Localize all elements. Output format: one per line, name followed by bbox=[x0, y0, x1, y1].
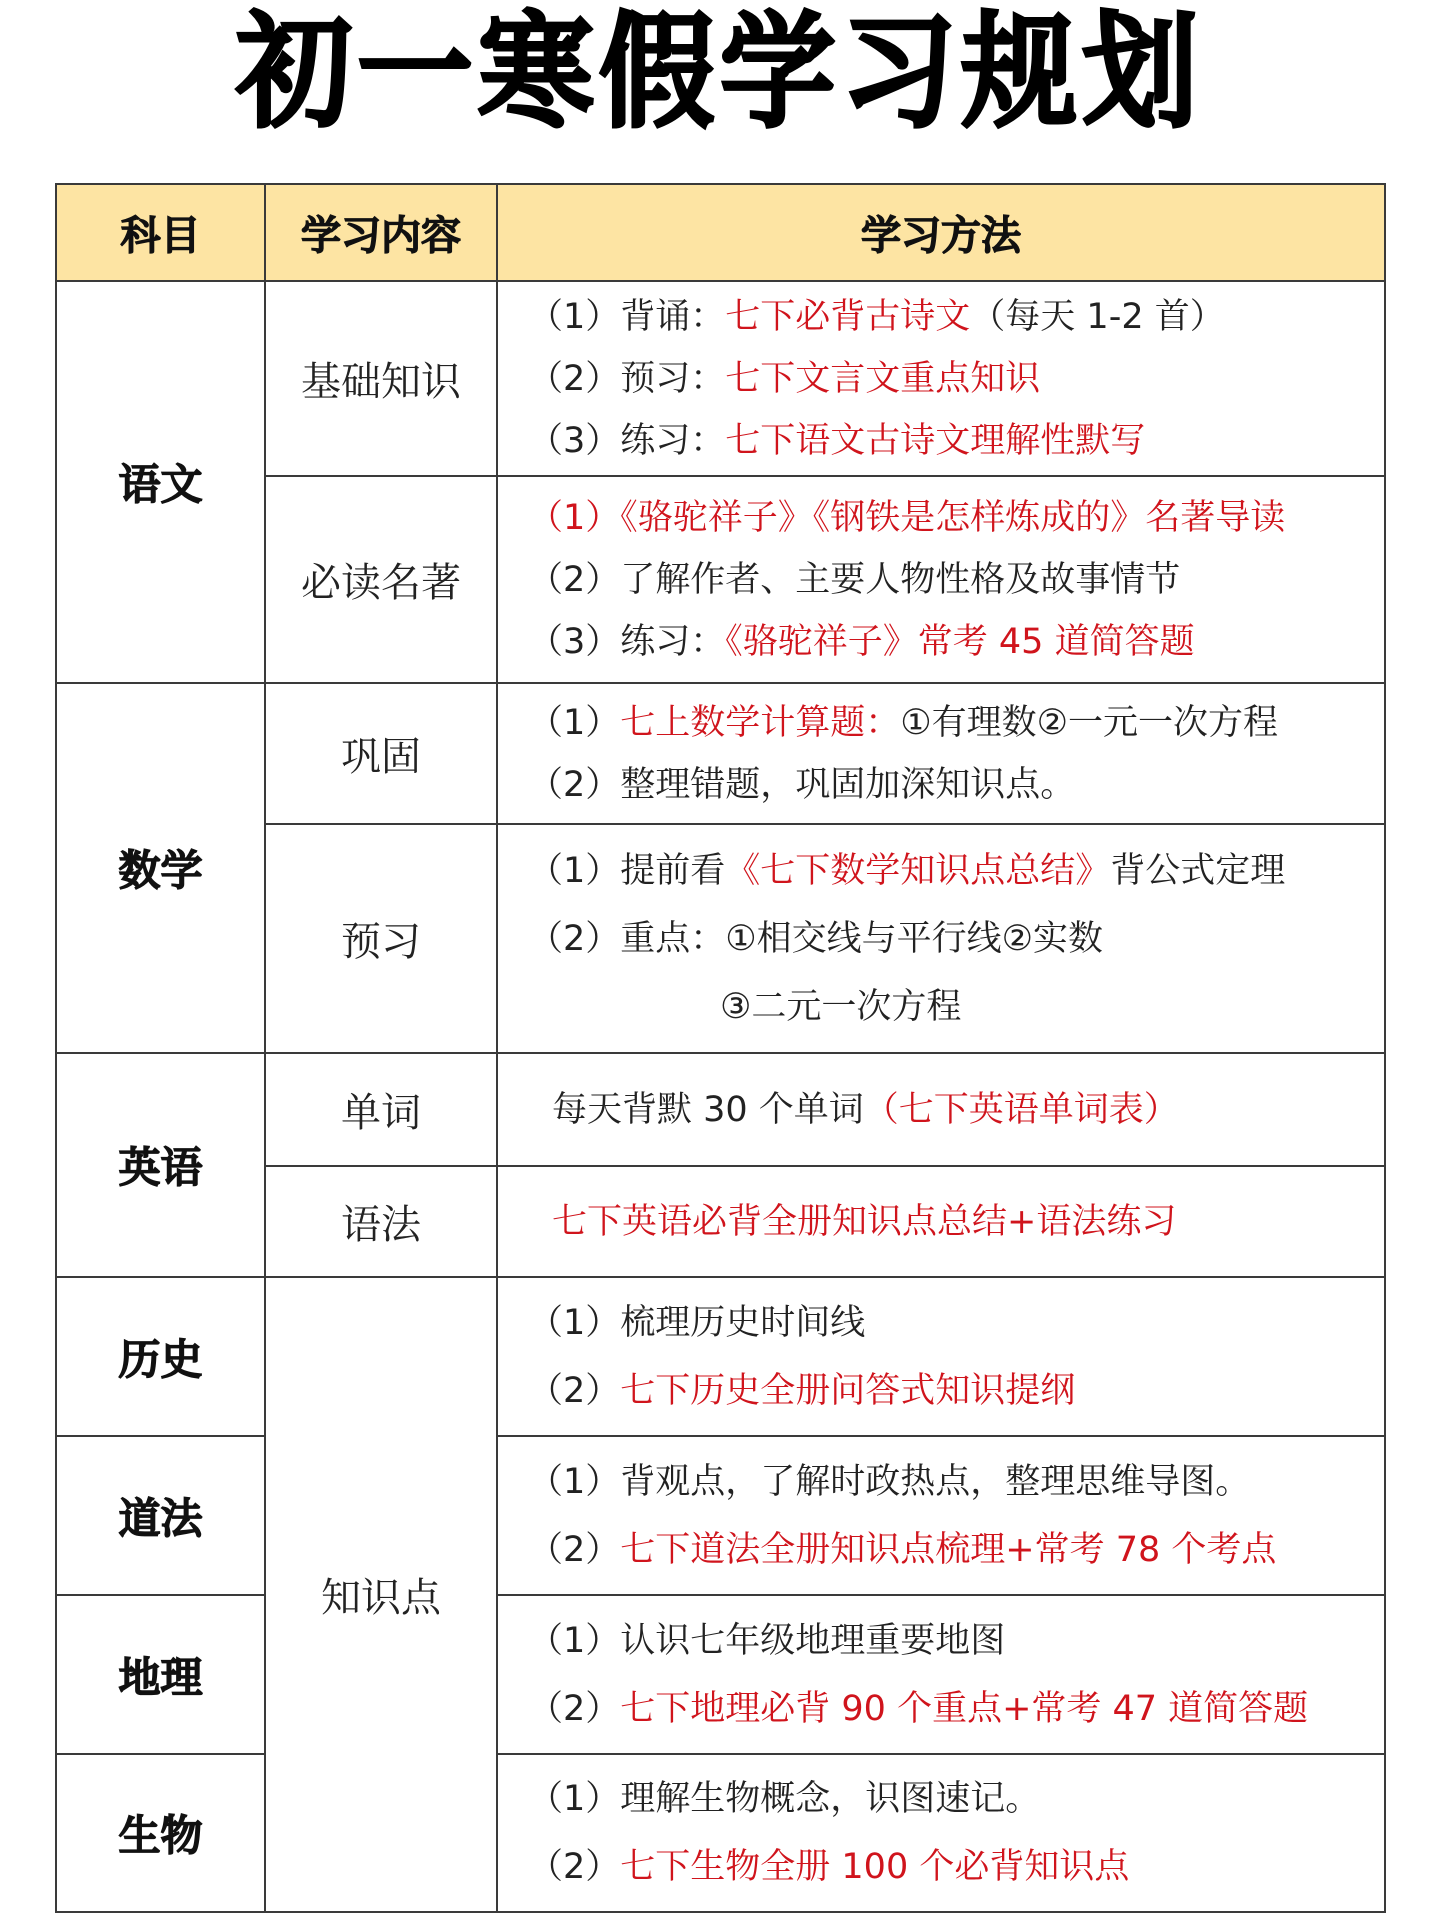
method-line: （1）梳理历史时间线 bbox=[528, 1302, 866, 1343]
method-math-consolidate bbox=[496, 682, 1386, 825]
subject-math-label: 数学 bbox=[118, 846, 203, 895]
method-geography bbox=[496, 1594, 1386, 1755]
content-label: 知识点 bbox=[321, 1575, 441, 1621]
method-morality-law bbox=[496, 1435, 1386, 1596]
header-content bbox=[264, 183, 498, 282]
method-line: （2）七下道法全册知识点梳理+常考 78 个考点 bbox=[528, 1529, 1277, 1570]
method-line: 每天背默 30 个单词（七下英语单词表） bbox=[552, 1089, 1179, 1130]
method-line: （2）预习：七下文言文重点知识 bbox=[528, 358, 1041, 399]
method-line: ③二元一次方程 bbox=[720, 986, 962, 1027]
content-label: 预习 bbox=[341, 919, 421, 965]
method-line: （2）七下地理必背 90 个重点+常考 47 道简答题 bbox=[528, 1688, 1309, 1729]
method-english-grammar bbox=[496, 1165, 1386, 1278]
header-method bbox=[496, 183, 1386, 282]
subject-chinese bbox=[55, 280, 266, 684]
method-line: （1）背诵：七下必背古诗文（每天 1-2 首） bbox=[528, 296, 1225, 337]
method-line: （1）背观点，了解时政热点，整理思维导图。 bbox=[528, 1461, 1251, 1502]
subject-biology-label: 生物 bbox=[118, 1811, 203, 1860]
content-english-grammar bbox=[264, 1165, 498, 1278]
content-math-consolidate bbox=[264, 682, 498, 825]
method-line: （2）了解作者、主要人物性格及故事情节 bbox=[528, 559, 1181, 600]
method-line: （1）《骆驼祥子》《钢铁是怎样炼成的》名著导读 bbox=[528, 497, 1286, 538]
content-label: 语法 bbox=[341, 1202, 421, 1248]
method-line: （1）认识七年级地理重要地图 bbox=[528, 1620, 1006, 1661]
subject-geography bbox=[55, 1594, 266, 1755]
header-method-label: 学习方法 bbox=[861, 213, 1021, 259]
content-math-preview bbox=[264, 823, 498, 1054]
header-subject bbox=[55, 183, 266, 282]
subject-history bbox=[55, 1276, 266, 1437]
content-english-words bbox=[264, 1052, 498, 1167]
method-line: （2）重点：①相交线与平行线②实数 bbox=[528, 918, 1104, 959]
method-line: （2）整理错题，巩固加深知识点。 bbox=[528, 764, 1076, 805]
method-history bbox=[496, 1276, 1386, 1437]
subject-biology bbox=[55, 1753, 266, 1913]
subject-math bbox=[55, 682, 266, 1054]
method-math-preview bbox=[496, 823, 1386, 1054]
method-line: （2）七下生物全册 100 个必背知识点 bbox=[528, 1847, 1130, 1887]
subject-english bbox=[55, 1052, 266, 1278]
method-line: （1）提前看《七下数学知识点总结》背公式定理 bbox=[528, 850, 1286, 891]
subject-history-label: 历史 bbox=[118, 1334, 203, 1384]
content-knowledge-points bbox=[264, 1276, 498, 1913]
content-label: 基础知识 bbox=[301, 359, 461, 405]
method-line: （3）练习：《骆驼祥子》常考 45 道简答题 bbox=[528, 621, 1195, 662]
subject-english-label: 英语 bbox=[118, 1143, 203, 1192]
subject-geography-label: 地理 bbox=[118, 1652, 203, 1702]
method-line: 七下英语必背全册知识点总结+语法练习 bbox=[552, 1201, 1177, 1242]
content-chinese-basic bbox=[264, 280, 498, 477]
subject-chinese-label: 语文 bbox=[118, 460, 203, 509]
header-subject-label: 科目 bbox=[120, 213, 201, 259]
content-label: 单词 bbox=[341, 1090, 421, 1136]
method-chinese-classics bbox=[496, 475, 1386, 684]
method-biology bbox=[496, 1753, 1386, 1913]
page-title: 初一寒假学习规划 bbox=[236, 1, 1204, 145]
method-line: （1）理解生物概念，识图速记。 bbox=[528, 1779, 1041, 1819]
subject-morality-law-label: 道法 bbox=[118, 1493, 203, 1543]
method-line: （2）七下历史全册问答式知识提纲 bbox=[528, 1370, 1076, 1411]
method-chinese-basic bbox=[496, 280, 1386, 477]
method-english-words bbox=[496, 1052, 1386, 1167]
content-label: 巩固 bbox=[341, 734, 421, 780]
content-chinese-classics bbox=[264, 475, 498, 684]
subject-morality-law bbox=[55, 1435, 266, 1596]
method-line: （1）七上数学计算题：①有理数②一元一次方程 bbox=[528, 702, 1279, 743]
header-content-label: 学习内容 bbox=[301, 213, 461, 259]
method-line: （3）练习：七下语文古诗文理解性默写 bbox=[528, 420, 1146, 461]
content-label: 必读名著 bbox=[301, 560, 461, 606]
